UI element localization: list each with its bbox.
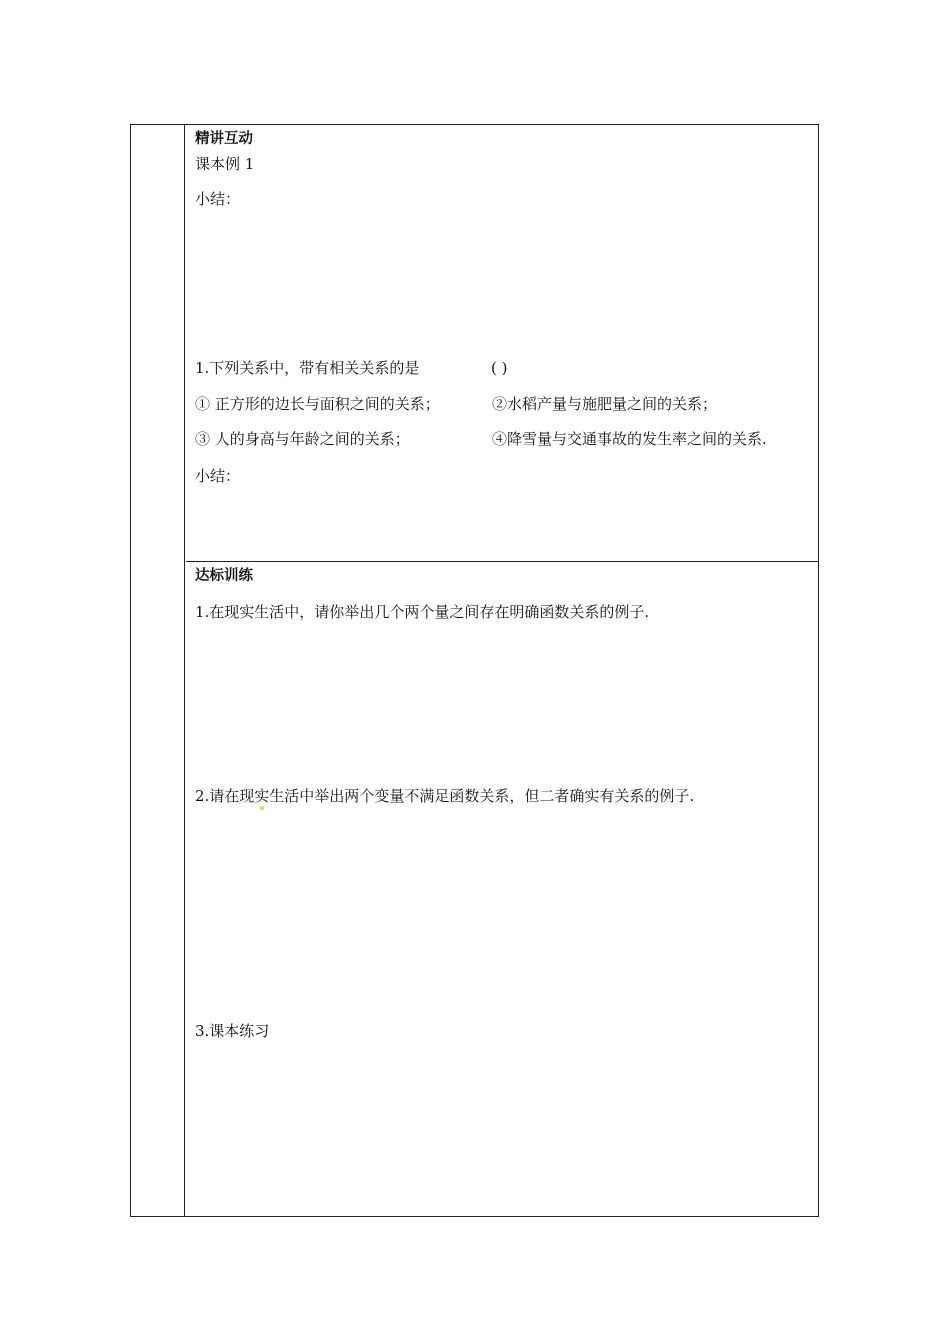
option-3: ③ 人的身高与年龄之间的关系； xyxy=(195,430,410,448)
option-1: ① 正方形的边长与面积之间的关系； xyxy=(195,395,440,413)
section-heading: 精讲互动 xyxy=(195,131,253,147)
ink-speck xyxy=(260,806,264,810)
label-column xyxy=(131,125,185,1216)
summary-label: 小结： xyxy=(195,467,241,485)
section-interactive-lecture xyxy=(186,125,818,562)
option-4: ④降雪量与交通事故的发生率之间的关系. xyxy=(492,430,767,448)
summary-label: 小结： xyxy=(195,190,241,208)
question-text: 1.下列关系中，带有相关关系的是 xyxy=(195,359,420,377)
textbook-example: 课本例 1 xyxy=(195,155,255,173)
exercise-2: 2.请在现实生活中举出两个变量不满足函数关系，但二者确实有关系的例子. xyxy=(195,787,695,805)
exercise-1: 1.在现实生活中，请你举出几个两个量之间存在明确函数关系的例子. xyxy=(195,603,650,621)
worksheet-table xyxy=(130,124,819,1217)
answer-blank: ( ) xyxy=(491,359,508,377)
section-heading: 达标训练 xyxy=(195,568,253,584)
exercise-3: 3.课本练习 xyxy=(195,1022,270,1040)
option-2: ②水稻产量与施肥量之间的关系； xyxy=(492,395,718,413)
section-practice xyxy=(186,562,818,1216)
